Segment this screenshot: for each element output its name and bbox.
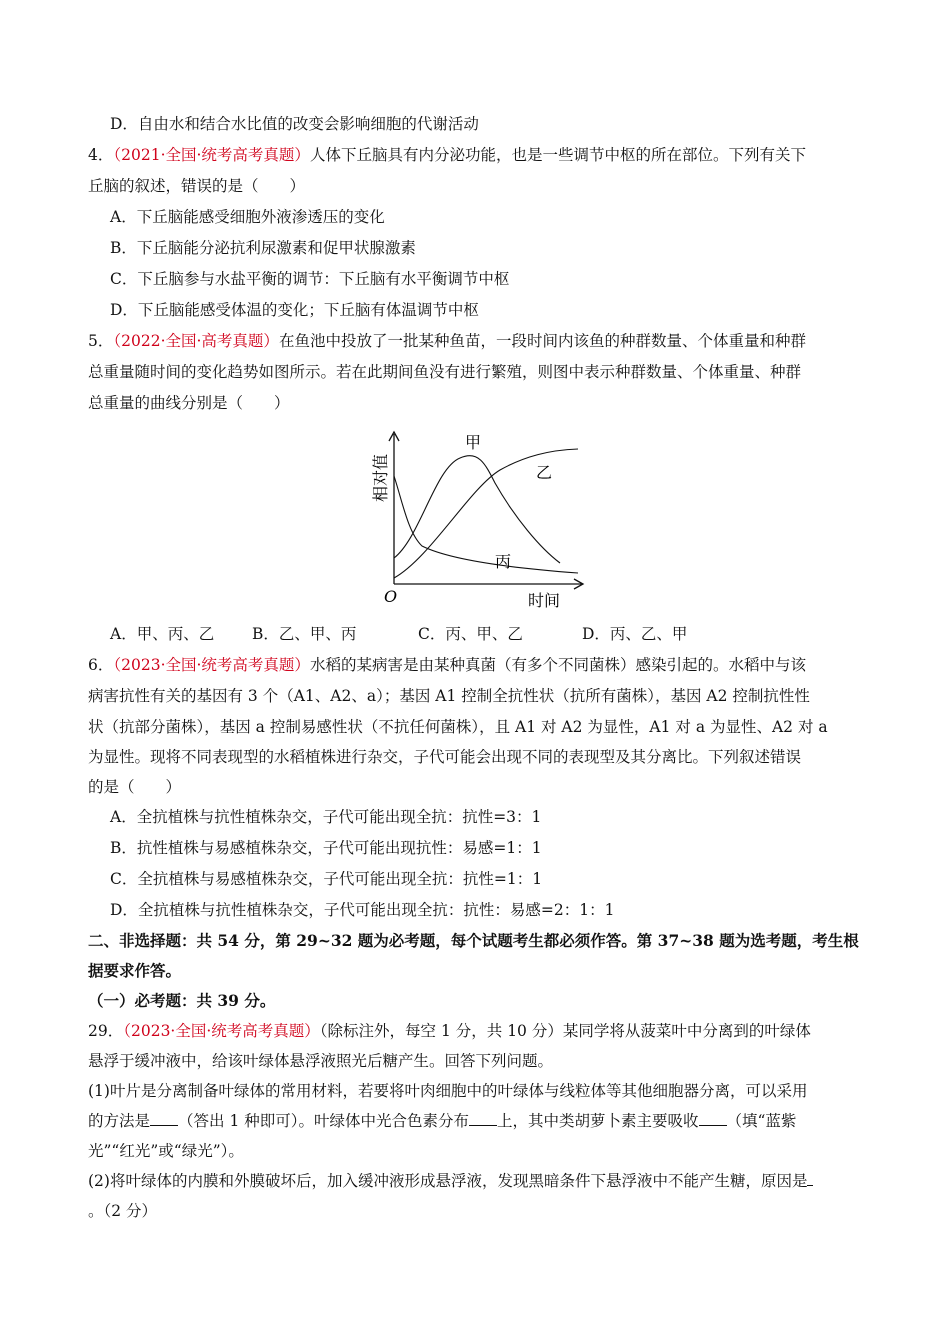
question-stem: 总重量的曲线分别是（ ） [88,394,290,412]
origin-label: O [384,587,398,606]
option-d: D．全抗植株与抗性植株杂交，子代可能出现全抗：抗性：易感=2：1：1 [110,901,615,919]
option-a: A．甲、丙、乙 [110,625,215,643]
option-b: B．抗性植株与易感植株杂交，子代可能出现抗性：易感=1：1 [110,839,542,857]
question-stem: 病害抗性有关的基因有 3 个（A1、A2、a）；基因 A1 控制全抗性状（抗所有菌株），基因 A2 控制抗性性 [88,687,810,705]
question-number: 29． [88,1022,124,1040]
option-b: B．下丘脑能分泌抗利尿激素和促甲状腺激素 [110,239,416,257]
subsection-heading: （一）必考题：共 39 分。 [88,991,276,1010]
x-axis-label: 时间 [528,591,561,610]
y-axis-label: 相对值 [371,453,390,502]
question-stem: 在鱼池中投放了一批某种鱼苗，一段时间内该鱼的种群数量、个体重量和种群 [278,332,806,350]
source-tag: （2021·全国·统考高考真题） [113,146,310,164]
series-label-bing: 丙 [495,552,512,571]
question-number: 6． [88,656,114,674]
question-stem: 的是（ ） [88,778,182,796]
question-number: 4． [88,146,114,164]
part-2: (2)将叶绿体的内膜和外膜破坏后，加入缓冲液形成悬浮液，发现黑暗条件下悬浮液中不能产生糖，原因是 [88,1172,808,1190]
question-stem: 水稻的某病害是由某种真菌（有多个不同菌株）感染引起的。水稻中与该 [309,656,806,674]
series-label-yi: 乙 [536,463,553,482]
question-stem: 为显性。现将不同表现型的水稻植株进行杂交，子代可能会出现不同的表现型及其分离比。下列叙述错误 [88,748,802,766]
answer-blank[interactable] [699,1111,727,1126]
option-a: A．下丘脑能感受细胞外液渗透压的变化 [110,208,385,226]
question-number: 5． [88,332,114,350]
answer-blank[interactable] [469,1111,497,1126]
x-axis [394,579,583,589]
question-stem: 人体下丘脑具有内分泌功能，也是一些调节中枢的所在部位。下列有关下 [309,146,806,164]
y-axis [389,432,399,584]
answer-blank[interactable] [807,1171,813,1186]
curve-bing [394,476,578,573]
option-a: A．全抗植株与抗性植株杂交，子代可能出现全抗：抗性=3：1 [110,808,542,826]
question-stem: 状（抗部分菌株），基因 a 控制易感性状（不抗任何菌株），且 A1 对 A2 为显性，A1 对 a 为显性、A2 对 a [88,718,828,736]
option-d: D．下丘脑能感受体温的变化；下丘脑有体温调节中枢 [110,301,479,319]
option-b: B．乙、甲、丙 [252,625,357,643]
question-stem: 悬浮于缓冲液中，给该叶绿体悬浮液照光后糖产生。回答下列问题。 [88,1052,554,1070]
source-tag: （2022·全国·高考真题） [113,332,279,350]
option-c: C．全抗植株与易感植株杂交，子代可能出现全抗：抗性=1：1 [110,870,543,888]
answer-blank[interactable] [150,1111,178,1126]
source-tag: （2023·全国·统考高考真题） [113,656,310,674]
series-label-jia: 甲 [465,433,482,452]
question-stem: 总重量随时间的变化趋势如图所示。若在此期间鱼没有进行繁殖，则图中表示种群数量、个体重量、种群 [88,363,802,381]
trend-graph [360,428,600,614]
option-c: C．丙、甲、乙 [418,625,523,643]
source-tag: （2023·全国·统考高考真题） [123,1022,320,1040]
part-1: (1)叶片是分离制备叶绿体的常用材料，若要将叶肉细胞中的叶绿体与线粒体等其他细胞器分离，可以采用 [88,1082,808,1100]
question-stem: 丘脑的叙述，错误的是（ ） [88,177,306,195]
option-c: C．下丘脑参与水盐平衡的调节：下丘脑有水平衡调节中枢 [110,270,510,288]
option-d: D．丙、乙、甲 [582,625,688,643]
q3-option-d: D．自由水和结合水比值的改变会影响细胞的代谢活动 [110,115,479,133]
question-stem: （除标注外，每空 1 分，共 10 分）某同学将从菠菜叶中分离到的叶绿体 [319,1022,811,1040]
